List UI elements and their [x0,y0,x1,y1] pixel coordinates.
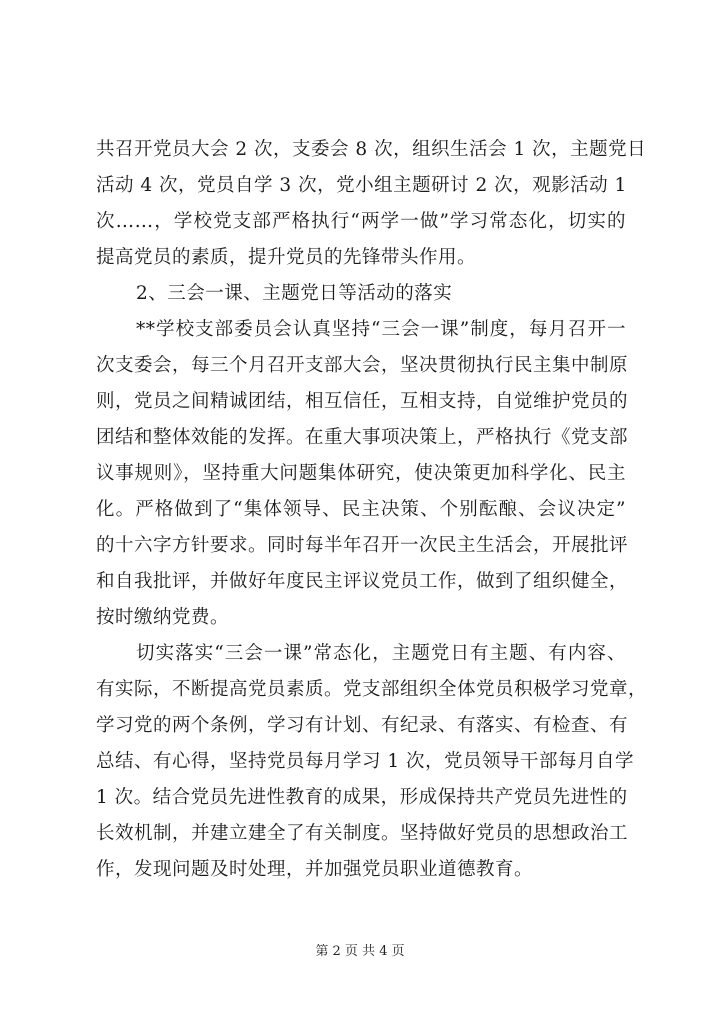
section-heading: 2、三会一课、主题党日等活动的落实 [136,283,453,304]
page-indicator: 第 2 页 共 4 页 [315,944,405,959]
text-line: 1 次。结合党员先进性教育的成果，形成保持共产党员先进性的 [96,787,628,808]
text-line: 次支委会，每三个月召开支部大会，坚决贯彻执行民主集中制原 [96,355,629,376]
text-line: 总结、有心得，坚持党员每月学习 1 次，党员领导干部每月自学 [96,751,635,772]
text-line: 学习党的两个条例，学习有计划、有纪录、有落实、有检查、有 [96,715,629,736]
text-line: **学校支部委员会认真坚持“三会一课”制度，每月召开一 [136,319,626,340]
text-line: 次……，学校党支部严格执行“两学一做”学习常态化，切实的 [96,211,626,232]
text-line: 长效机制，并建立建全了有关制度。坚持做好党员的思想政治工 [96,823,629,844]
text-line: 切实落实“三会一课”常态化，主题党日有主题、有内容、 [136,643,626,664]
text-line: 则，党员之间精诚团结，相互信任，互相支持，自觉维护党员的 [96,391,629,412]
text-line: 的十六字方针要求。同时每半年召开一次民主生活会，开展批评 [96,535,629,556]
text-line: 团结和整体效能的发挥。在重大事项决策上，严格执行《党支部 [96,427,629,448]
text-line: 活动 4 次，党员自学 3 次，党小组主题研讨 2 次，观影活动 1 [96,175,627,196]
text-line: 提高党员的素质，提升党员的先锋带头作用。 [96,247,477,268]
text-line: 共召开党员大会 2 次，支委会 8 次，组织生活会 1 次，主题党日 [96,139,647,160]
text-line: 议事规则》，坚持重大问题集体研究，使决策更加科学化、民主 [96,463,626,484]
document-body [96,132,648,888]
text-line: 作，发现问题及时处理，并加强党员职业道德教育。 [96,859,534,880]
text-line: 有实际，不断提高党员素质。党支部组织全体党员积极学习党章， [96,679,648,700]
text-line: 和自我批评，并做好年度民主评议党员工作，做到了组织健全， [96,571,629,592]
text-line: 按时缴纳党费。 [96,607,230,628]
text-line: 化。严格做到了“集体领导、民主决策、个别酝酿、会议决定” [96,499,626,520]
